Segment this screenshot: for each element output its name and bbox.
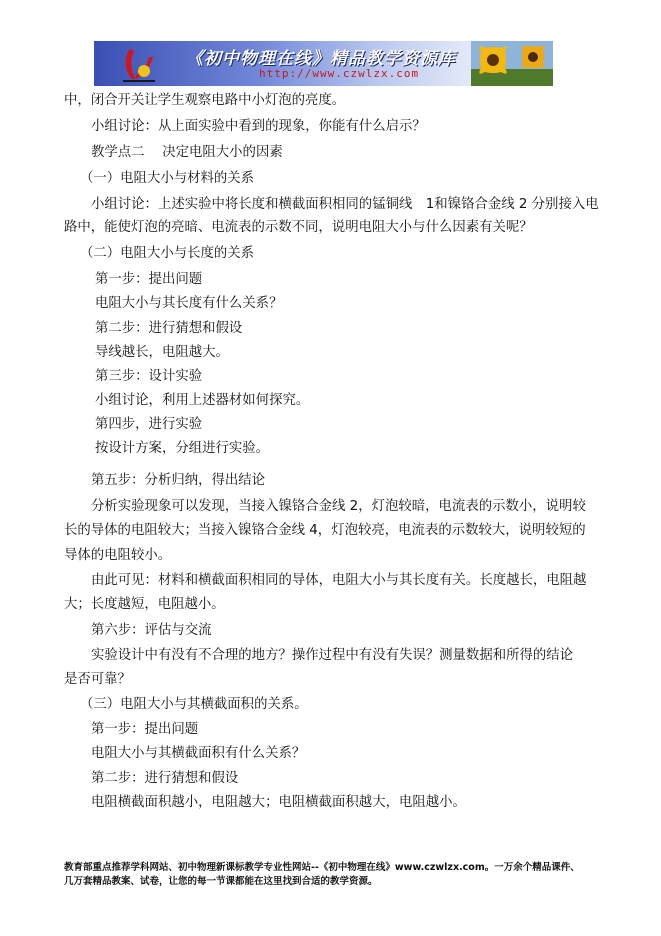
paragraph-line: 中，闭合开关让学生观察电路中小灯泡的亮度。 bbox=[64, 93, 346, 108]
paragraph-line: 由此可见：材料和横截面积相同的导体，电阻大小与其长度有关。长度越长，电阻越 bbox=[91, 573, 587, 588]
step-heading: 第六步：评估与交流 bbox=[91, 623, 212, 638]
step-heading: 第一步：提出问题 bbox=[95, 272, 203, 287]
step-heading: 第三步：设计实验 bbox=[95, 369, 203, 384]
header-banner bbox=[94, 41, 553, 86]
paragraph-line: 路中，能使灯泡的亮暗、电流表的示数不同，说明电阻大小与什么因素有关呢？ bbox=[64, 220, 533, 235]
subsection-heading: （三）电阻大小与其横截面积的关系。 bbox=[80, 697, 308, 712]
step-heading: 第四步，进行实验 bbox=[95, 417, 203, 432]
paragraph-line: 大；长度越短，电阻越小。 bbox=[64, 597, 225, 612]
section-heading: 教学点二 决定电阻大小的因素 bbox=[91, 145, 283, 160]
step-heading: 第五步：分析归纳，得出结论 bbox=[91, 473, 266, 488]
paragraph-line: 是否可靠？ bbox=[64, 672, 131, 687]
paragraph-line: 小组讨论：上述实验中将长度和横截面积相同的锰铜线 1和镍铬合金线 2 分别接入电 bbox=[91, 197, 599, 212]
page-footer bbox=[64, 861, 609, 889]
footer-line: 教育部重点推荐学科网站、初中物理新课标教学专业性网站--《初中物理在线》www.czwlzx.com。一万余个精品课件、 bbox=[64, 862, 580, 873]
paragraph-line: 小组讨论，利用上述器材如何探究。 bbox=[95, 393, 310, 408]
paragraph-line: 导线越长，电阻越大。 bbox=[95, 345, 229, 360]
step-heading: 第二步：进行猜想和假设 bbox=[95, 321, 243, 336]
subsection-heading: （二）电阻大小与长度的关系 bbox=[80, 246, 255, 261]
paragraph-line: 分析实验现象可以发现，当接入镍铬合金线 2，灯泡较暗，电流表的示数小，说明较 bbox=[91, 499, 586, 514]
paragraph-line: 导体的电阻较小。 bbox=[64, 548, 172, 563]
site-url[interactable]: http://www.czwlzx.com bbox=[259, 67, 420, 80]
step-heading: 第二步：进行猜想和假设 bbox=[91, 771, 239, 786]
site-title: 《初中物理在线》精品教学资源库 bbox=[186, 49, 456, 69]
site-logo-icon bbox=[120, 45, 158, 83]
paragraph-line: 实验设计中有没有不合理的地方？操作过程中有没有失误？测量数据和所得的结论 bbox=[91, 648, 574, 663]
subsection-heading: （一）电阻大小与材料的关系 bbox=[80, 171, 255, 186]
paragraph-line: 长的导体的电阻较大；当接入镍铬合金线 4，灯泡较亮，电流表的示数较大，说明较短的 bbox=[64, 523, 586, 538]
paragraph-line: 按设计方案，分组进行实验。 bbox=[95, 441, 270, 456]
footer-line: 几万套精品教案、试卷，让您的每一节课都能在这里找到合适的教学资源。 bbox=[64, 876, 378, 887]
sunflower-image bbox=[471, 41, 553, 86]
paragraph-line: 电阻大小与其横截面积有什么关系？ bbox=[91, 746, 306, 761]
paragraph-line: 电阻横截面积越小，电阻越大；电阻横截面积越大，电阻越小。 bbox=[91, 795, 466, 810]
step-heading: 第一步：提出问题 bbox=[91, 722, 199, 737]
paragraph-line: 小组讨论：从上面实验中看到的现象，你能有什么启示？ bbox=[91, 119, 426, 134]
paragraph-line: 电阻大小与其长度有什么关系？ bbox=[95, 296, 283, 311]
